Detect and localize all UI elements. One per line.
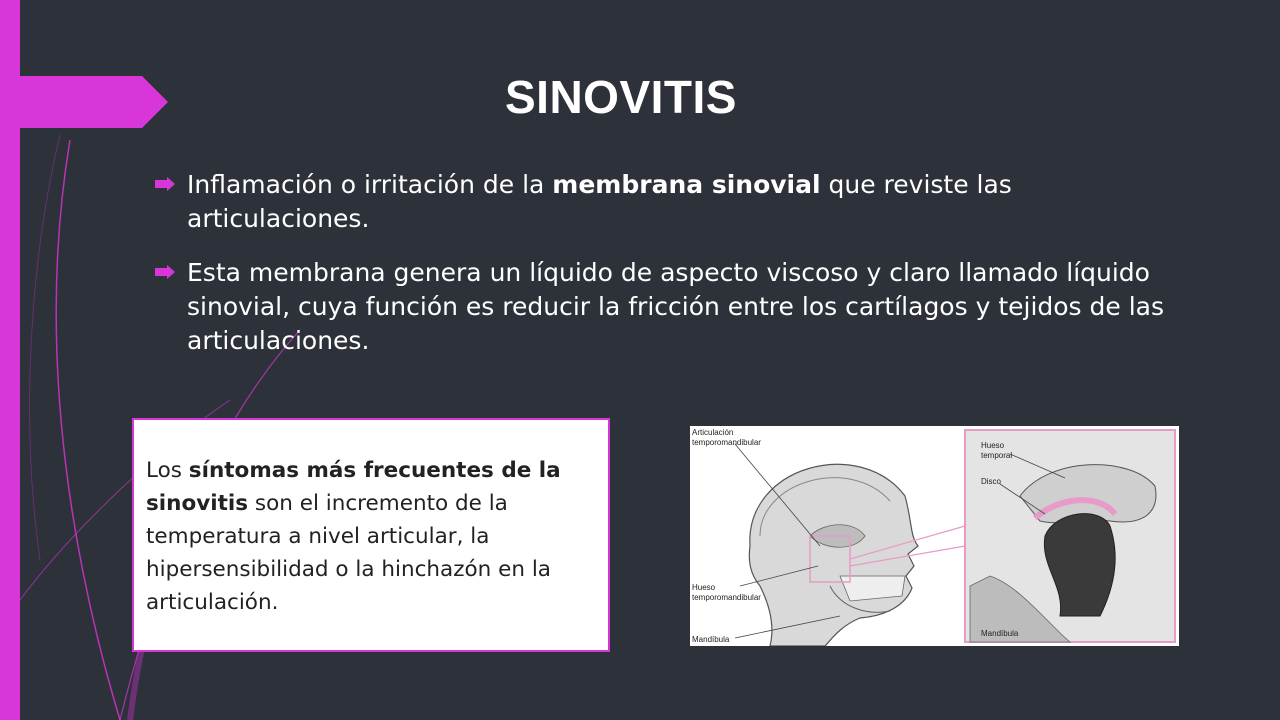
- symptoms-text: Los: [146, 458, 189, 483]
- slide-title: SINOVITIS: [505, 71, 737, 123]
- tmj-diagram: [690, 426, 1179, 646]
- head-illustration: [749, 464, 965, 646]
- accent-arrow-icon: [0, 76, 170, 128]
- bullet-list: [155, 168, 1195, 378]
- bullet-text: Inflamación o irritación de la: [187, 170, 553, 199]
- label-mandibula: Mandíbula: [692, 635, 730, 644]
- bullet-text: que reviste las articulaciones.: [187, 170, 1012, 233]
- symptoms-bold: síntomas más frecuentes de la sinovitis: [146, 458, 561, 516]
- tmj-closeup: [965, 430, 1175, 642]
- bullet-arrow-icon: [155, 177, 175, 191]
- bullet-item: [155, 168, 1195, 236]
- bullet-text: Esta membrana genera un líquido de aspecto viscoso y claro llamado líquido sinovial, cuya función es reducir la fricción entre los cartílagos y tejidos de las articulaciones.: [187, 258, 1165, 355]
- symptoms-box: [132, 418, 610, 652]
- label-articulacion: Articulación: [692, 428, 734, 437]
- label-hueso-temporal: temporal: [981, 451, 1013, 460]
- bullet-bold-term: membrana sinovial: [552, 170, 821, 199]
- bullet-arrow-icon: [155, 265, 175, 279]
- label-mandibula-inset: Mandíbula: [981, 629, 1019, 638]
- bullet-item: [155, 256, 1195, 358]
- label-disco: Disco: [981, 477, 1002, 486]
- label-hueso: Hueso: [692, 583, 716, 592]
- symptoms-text: son el incremento de la temperatura a nivel articular, la hipersensibilidad o la hinchazón en la articulación.: [146, 491, 551, 615]
- label-hueso-temporal: Hueso: [981, 441, 1005, 450]
- label-articulacion: temporomandibular: [692, 438, 761, 447]
- tmj-illustration: [690, 426, 1179, 646]
- label-hueso: temporomandibular: [692, 593, 761, 602]
